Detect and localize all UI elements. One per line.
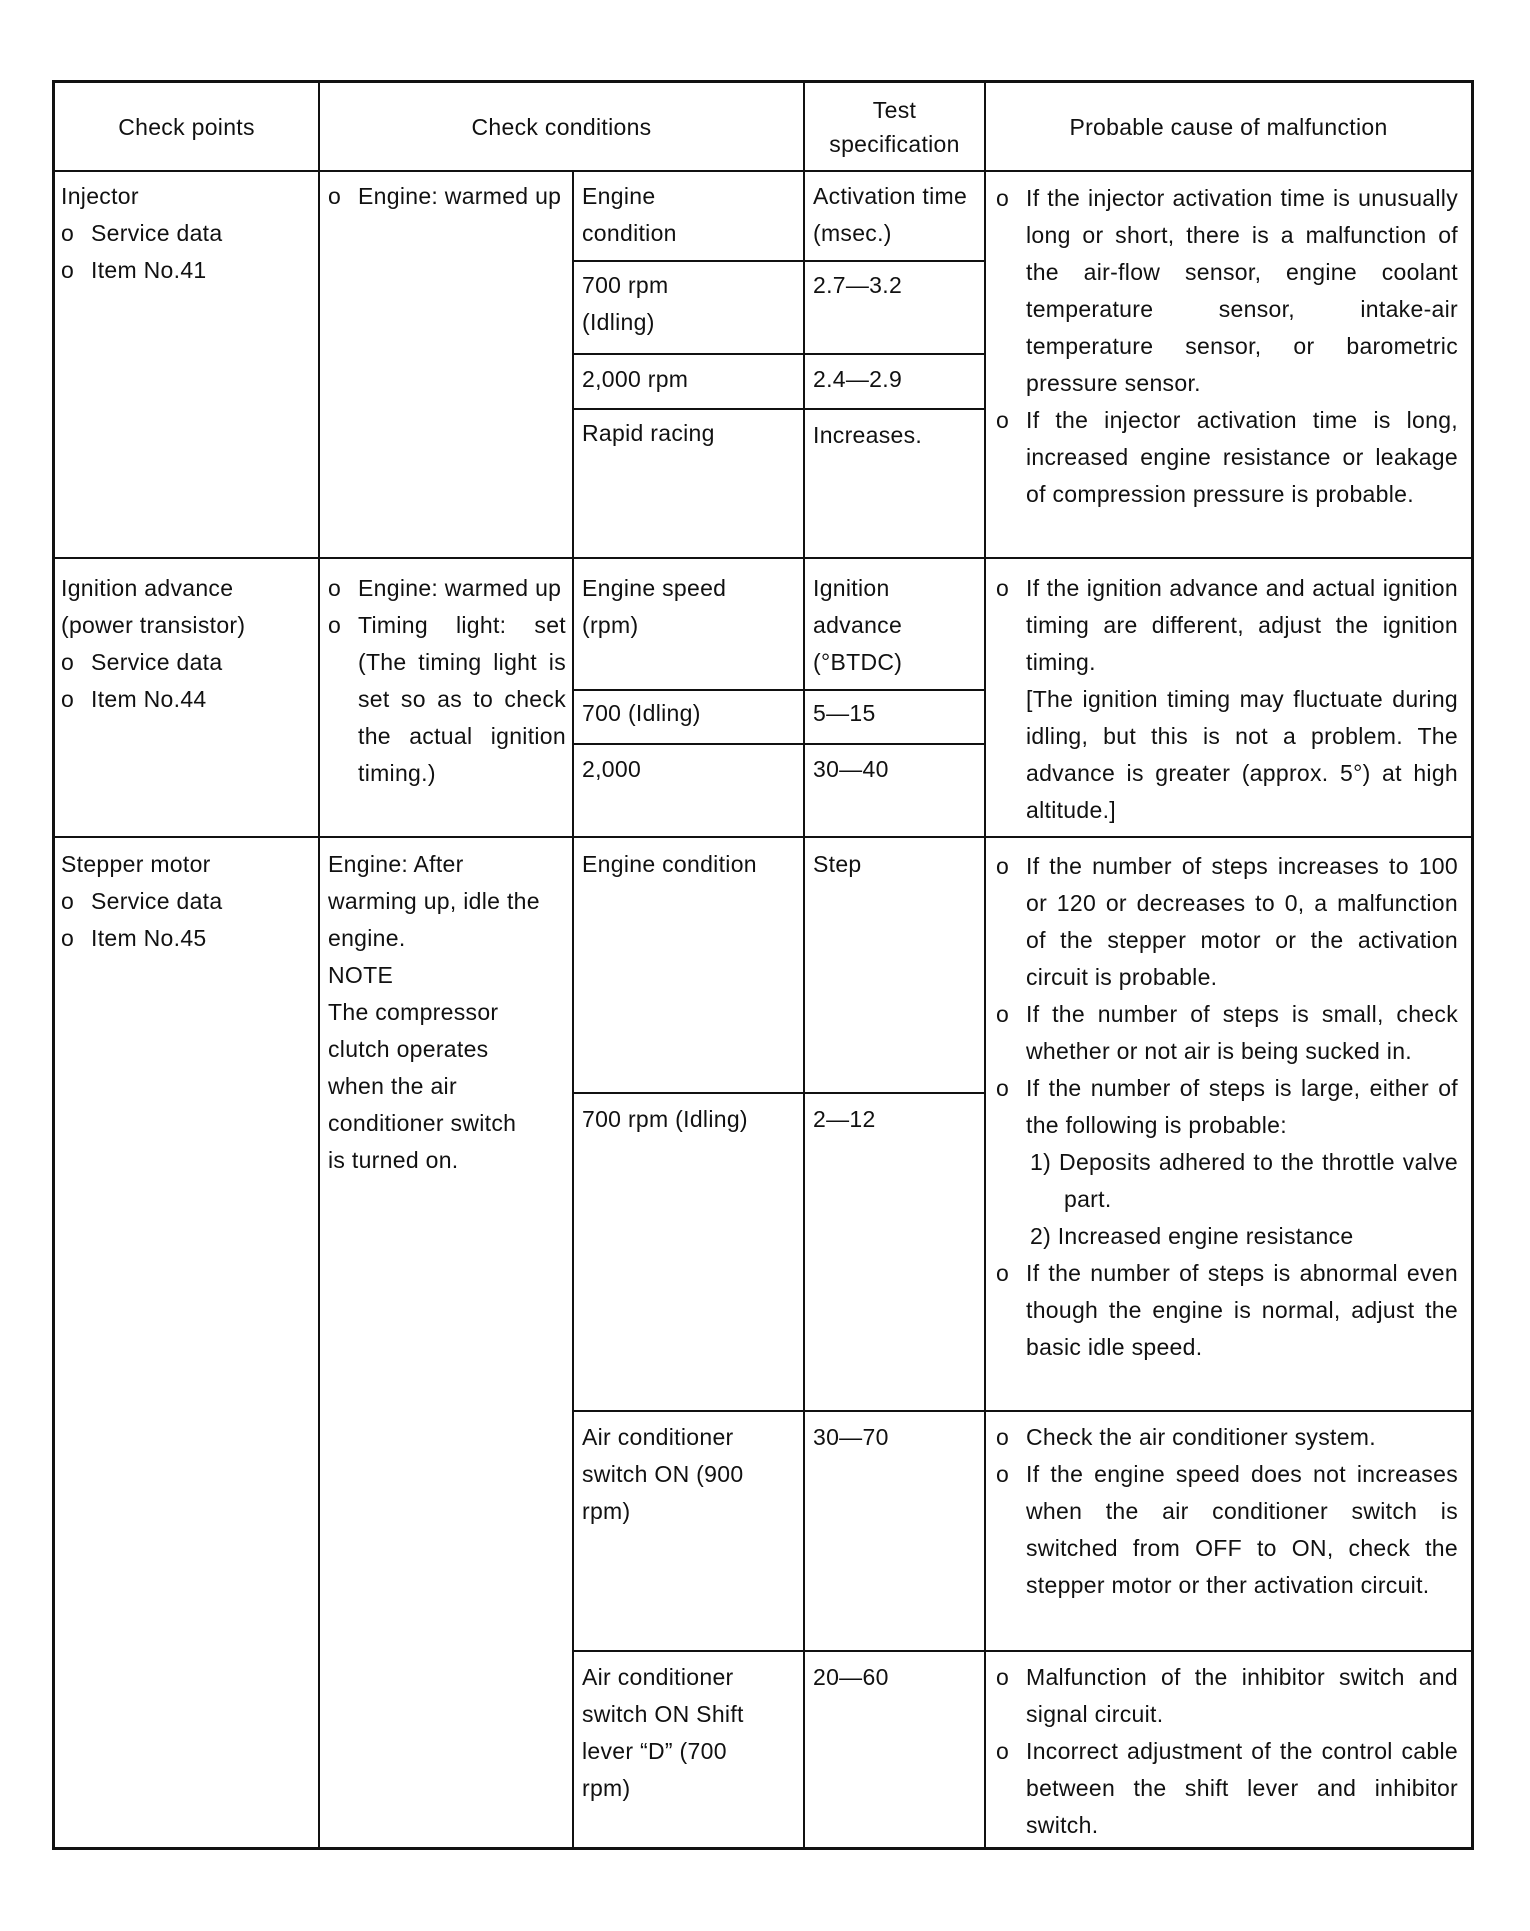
sub-row-condition: 2,000 (582, 756, 642, 782)
col-divider (984, 83, 986, 1847)
probable-cause: o If the injector activation time is unusually long or short, there is a malfunction of the air-flow sensor, engine coolant temperature sensor, intake-air temperature sensor, or barometric pressure sensor. o If the injector activation time is long, increased engine resistance or leakage of compression pressure is probable. (996, 185, 1458, 507)
check-point-ignition-advance: Ignition advance (power transistor) o Service data o Item No.44 (61, 575, 246, 712)
col-divider (318, 83, 320, 1847)
header-check-points: Check points (118, 113, 255, 140)
row-divider (55, 836, 1471, 838)
sub-row-condition: 2,000 rpm (582, 366, 689, 392)
sub-row-spec: 20—60 (813, 1664, 889, 1690)
sub-header-condition: Engine condition (582, 183, 677, 246)
subrow-divider (572, 1092, 984, 1094)
subrow-divider (572, 1410, 1471, 1412)
sub-row-condition: Air conditioner switch ON Shift lever “D” (700 rpm) (582, 1664, 744, 1801)
sub-header-condition: Engine speed (rpm) (582, 575, 727, 638)
probable-cause: o Check the air conditioner system. o If the engine speed does not increases when the air conditioner switch is switched from OFF to ON, check the stepper motor or ther activation circuit. (996, 1424, 1458, 1598)
col-divider (803, 83, 805, 1847)
probable-cause: o Malfunction of the inhibitor switch and signal circuit. o Incorrect adjustment of the control cable between the shift lever and inhibitor switch. (996, 1664, 1458, 1838)
check-point-injector: Injector o Service data o Item No.41 (61, 183, 223, 283)
sub-row-condition: 700 rpm (Idling) (582, 272, 669, 335)
diagnosis-table (52, 80, 1474, 1850)
sub-row-spec: 30—70 (813, 1424, 889, 1450)
note-label: NOTE (328, 962, 394, 988)
sub-row-spec: 2.4—2.9 (813, 366, 903, 392)
sub-row-spec: 2—12 (813, 1106, 876, 1132)
header-probable-cause: Probable cause of malfunction (1069, 113, 1388, 140)
subrow-divider (572, 408, 984, 410)
sub-row-condition: Air conditioner switch ON (900 rpm) (582, 1424, 744, 1524)
subrow-divider (572, 743, 984, 745)
sub-header-spec: Ignition advance (°BTDC) (813, 575, 903, 675)
subrow-divider (572, 260, 984, 262)
subrow-divider (572, 353, 984, 355)
sub-row-spec: 5—15 (813, 700, 876, 726)
sub-row-spec: 30—40 (813, 756, 889, 782)
sub-row-spec: Increases. (813, 422, 923, 448)
sub-header-condition: Engine condition (582, 851, 757, 877)
sub-header-spec: Activation time (msec.) (813, 183, 968, 246)
probable-cause: o If the ignition advance and actual ignition timing are different, adjust the ignition timing. [The ignition timing may fluctuate during idling, but this is not a problem. The advance is greater (approx. 5°) at high altitude.] (996, 575, 1458, 823)
subrow-divider (572, 1650, 1471, 1652)
sub-row-condition: Rapid racing (582, 420, 715, 446)
header-test-specification: Test specification (829, 96, 960, 157)
sub-row-condition: 700 rpm (Idling) (582, 1106, 748, 1132)
check-condition: o Engine: warmed up o Timing light: set (The timing light is set so as to check the actual ignition timing.) (328, 575, 566, 786)
check-condition: o Engine: warmed up (328, 183, 562, 209)
row-divider (55, 557, 1471, 559)
check-point-stepper-motor: Stepper motor o Service data o Item No.45 (61, 851, 223, 951)
check-condition: Engine: After warming up, idle the engine. NOTE The compressor clutch operates when the air conditioner switch is turned on. (328, 846, 543, 1179)
note-text: The compressor clutch operates when the air conditioner switch is turned on. (328, 999, 517, 1173)
probable-cause: o If the number of steps increases to 100 or 120 or decreases to 0, a malfunction of the stepper motor or the activation circuit is probable. o If the number of steps is small, check whether or not air is being sucked in. o If the number of steps is large, either of the following is probable: 1) Deposits adhered to the throttle valve part. 2) Increased engine resistance o If the number of steps is abnormal even though the engine is normal, adjust the basic idle speed. (996, 853, 1458, 1360)
sub-row-condition: 700 (Idling) (582, 700, 701, 726)
subrow-divider (572, 689, 984, 691)
header-divider (55, 170, 1471, 172)
sub-header-spec: Step (813, 851, 862, 877)
sub-row-spec: 2.7—3.2 (813, 272, 903, 298)
col-divider (572, 170, 574, 1847)
header-check-conditions: Check conditions (471, 113, 652, 140)
